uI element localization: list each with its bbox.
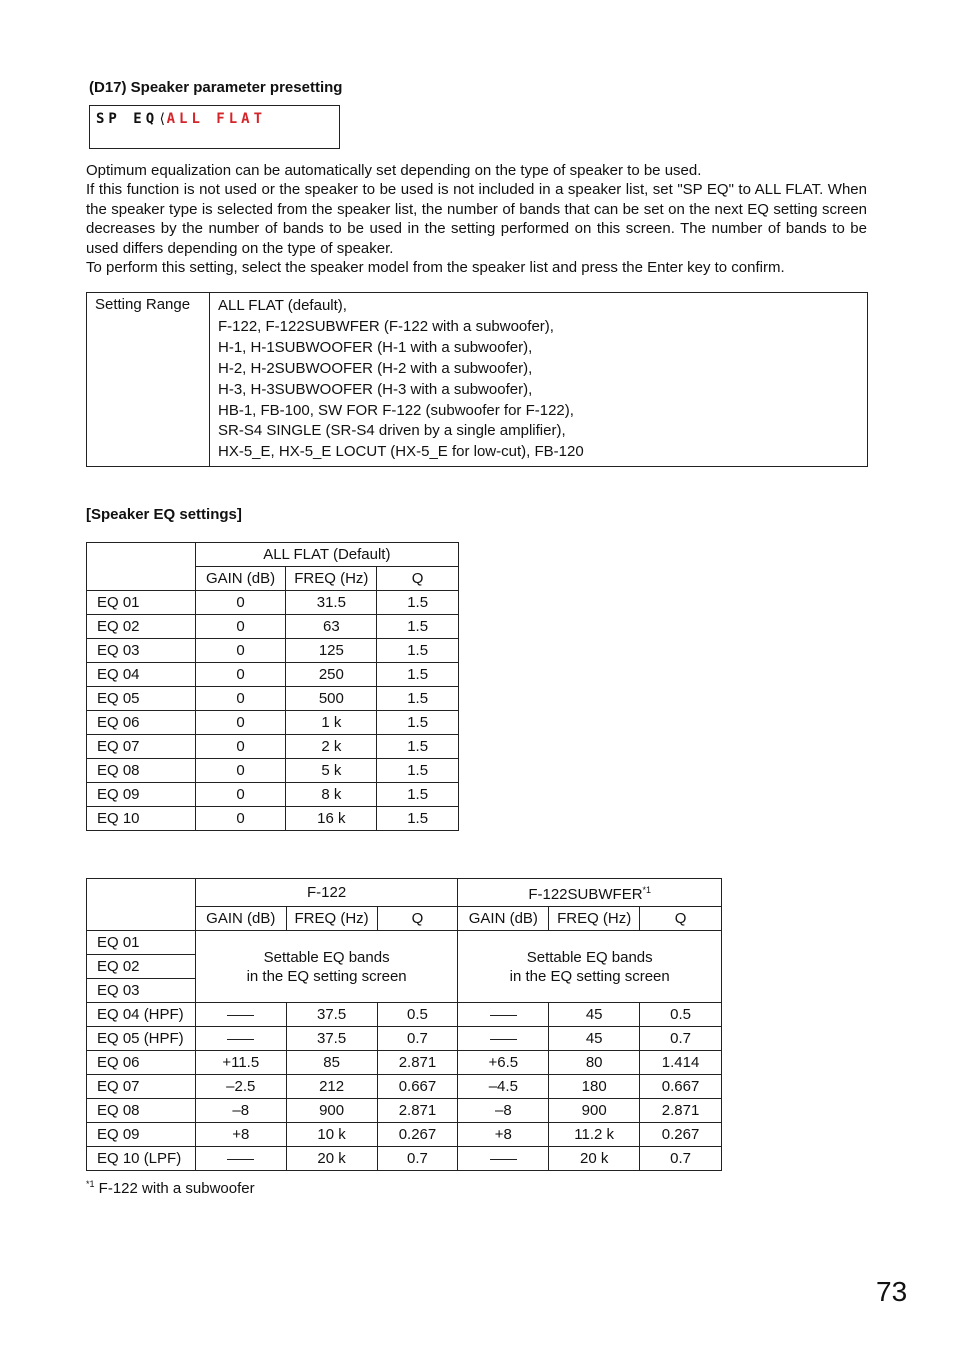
freq-cell: 8 k <box>286 783 377 807</box>
gain-cell: 0 <box>195 759 286 783</box>
dash-mark <box>227 1015 254 1016</box>
freq-cell: 20 k <box>286 1147 377 1171</box>
q-cell: 1.5 <box>377 711 459 735</box>
gain-cell: –4.5 <box>458 1075 549 1099</box>
dash-mark <box>227 1159 254 1160</box>
band-label: EQ 06 <box>87 1051 196 1075</box>
q-cell: 1.5 <box>377 687 459 711</box>
gain-cell: 0 <box>195 591 286 615</box>
dash-mark <box>490 1015 517 1016</box>
freq-cell: 250 <box>286 663 377 687</box>
table-row <box>87 1147 722 1171</box>
table-row <box>87 1075 722 1099</box>
all-flat-eq-table <box>86 542 459 831</box>
q-cell: 0.7 <box>640 1147 722 1171</box>
q-cell: 1.5 <box>377 615 459 639</box>
freq-cell: 500 <box>286 687 377 711</box>
gain-cell: 0 <box>195 687 286 711</box>
q-header: Q <box>377 907 458 931</box>
q-cell: 1.5 <box>377 663 459 687</box>
all-flat-title: ALL FLAT (Default) <box>195 543 458 567</box>
q-header: Q <box>640 907 722 931</box>
q-cell: 2.871 <box>377 1051 458 1075</box>
freq-cell: 20 k <box>549 1147 640 1171</box>
lcd-arrow-icon: ⟨ <box>158 111 167 127</box>
band-label: EQ 06 <box>87 711 196 735</box>
q-cell: 1.5 <box>377 783 459 807</box>
setting-range-line: HB-1, FB-100, SW FOR F-122 (subwoofer for F-122), <box>218 401 574 419</box>
table-row <box>87 1123 722 1147</box>
f122subwfer-title-text: F-122SUBWFER <box>528 886 643 903</box>
settable-line: Settable EQ bands <box>263 948 390 966</box>
gain-cell: 0 <box>195 783 286 807</box>
gain-cell <box>195 1027 286 1051</box>
gain-cell: 0 <box>195 711 286 735</box>
footnote <box>86 1179 255 1197</box>
freq-cell: 10 k <box>286 1123 377 1147</box>
q-cell: 0.267 <box>377 1123 458 1147</box>
lcd-value: ALL FLAT <box>166 111 267 127</box>
band-label: EQ 09 <box>87 1123 196 1147</box>
intro-text <box>86 161 867 277</box>
q-header: Q <box>377 567 459 591</box>
lcd-display <box>89 105 340 149</box>
gain-cell <box>195 1003 286 1027</box>
setting-range-table <box>86 292 868 467</box>
settable-bands-note <box>195 931 458 1003</box>
q-cell: 1.5 <box>377 639 459 663</box>
footnote-text: F-122 with a subwoofer <box>94 1180 255 1197</box>
table-row <box>87 1099 722 1123</box>
table-row <box>87 591 459 615</box>
freq-cell: 900 <box>549 1099 640 1123</box>
gain-cell: 0 <box>195 807 286 831</box>
settable-line: Settable EQ bands <box>526 948 653 966</box>
table-row <box>87 759 459 783</box>
table-row <box>87 735 459 759</box>
freq-cell: 212 <box>286 1075 377 1099</box>
setting-range-label: Setting Range <box>87 293 210 467</box>
lcd-prefix: SP EQ <box>96 111 159 127</box>
freq-cell: 5 k <box>286 759 377 783</box>
setting-range-line: HX-5_E, HX-5_E LOCUT (HX-5_E for low-cut), FB-120 <box>218 443 584 461</box>
gain-cell: 0 <box>195 615 286 639</box>
freq-cell: 16 k <box>286 807 377 831</box>
setting-range-line: F-122, F-122SUBWFER (F-122 with a subwoofer), <box>218 317 554 335</box>
footnote-mark: *1 <box>86 1179 95 1189</box>
gain-header: GAIN (dB) <box>195 907 286 931</box>
dash-mark <box>490 1039 517 1040</box>
table-row <box>87 663 459 687</box>
settable-bands-note <box>458 931 722 1003</box>
gain-cell: –8 <box>458 1099 549 1123</box>
band-label: EQ 01 <box>87 931 196 955</box>
setting-range-values <box>210 293 868 467</box>
table-row <box>87 807 459 831</box>
f122-eq-table <box>86 878 722 1171</box>
gain-cell: –2.5 <box>195 1075 286 1099</box>
band-label: EQ 08 <box>87 1099 196 1123</box>
q-cell: 2.871 <box>640 1099 722 1123</box>
band-label: EQ 10 (LPF) <box>87 1147 196 1171</box>
f122-title: F-122 <box>195 879 458 907</box>
dash-mark <box>490 1159 517 1160</box>
gain-cell: +8 <box>195 1123 286 1147</box>
band-label: EQ 04 (HPF) <box>87 1003 196 1027</box>
q-cell: 0.267 <box>640 1123 722 1147</box>
band-label: EQ 02 <box>87 615 196 639</box>
freq-header: FREQ (Hz) <box>286 907 377 931</box>
freq-cell: 45 <box>549 1027 640 1051</box>
table-row <box>87 1051 722 1075</box>
q-cell: 0.667 <box>377 1075 458 1099</box>
q-cell: 0.5 <box>640 1003 722 1027</box>
intro-paragraph: To perform this setting, select the speaker model from the speaker list and press the Enter key to confirm. <box>86 259 785 277</box>
band-label: EQ 07 <box>87 735 196 759</box>
freq-cell: 180 <box>549 1075 640 1099</box>
q-cell: 0.7 <box>640 1027 722 1051</box>
f122subwfer-title <box>458 879 722 907</box>
freq-cell: 11.2 k <box>549 1123 640 1147</box>
freq-cell: 2 k <box>286 735 377 759</box>
band-label: EQ 04 <box>87 663 196 687</box>
table-row <box>87 783 459 807</box>
freq-cell: 125 <box>286 639 377 663</box>
dash-mark <box>227 1039 254 1040</box>
gain-cell: 0 <box>195 663 286 687</box>
band-label: EQ 08 <box>87 759 196 783</box>
gain-cell <box>458 1027 549 1051</box>
freq-header: FREQ (Hz) <box>286 567 377 591</box>
setting-range-line: H-2, H-2SUBWOOFER (H-2 with a subwoofer), <box>218 359 533 377</box>
freq-cell: 37.5 <box>286 1027 377 1051</box>
table-row <box>87 1003 722 1027</box>
q-cell: 1.5 <box>377 759 459 783</box>
freq-cell: 63 <box>286 615 377 639</box>
table-corner <box>87 879 196 931</box>
q-cell: 1.5 <box>377 591 459 615</box>
speaker-eq-heading: [Speaker EQ settings] <box>86 506 242 523</box>
q-cell: 0.5 <box>377 1003 458 1027</box>
q-cell: 0.7 <box>377 1147 458 1171</box>
table-row <box>87 711 459 735</box>
gain-cell: 0 <box>195 639 286 663</box>
table-row <box>87 615 459 639</box>
setting-range-line: H-3, H-3SUBWOOFER (H-3 with a subwoofer), <box>218 380 533 398</box>
page-number: 73 <box>876 1276 908 1307</box>
gain-cell <box>195 1147 286 1171</box>
freq-cell: 31.5 <box>286 591 377 615</box>
gain-cell <box>458 1003 549 1027</box>
freq-cell: 900 <box>286 1099 377 1123</box>
gain-cell: +6.5 <box>458 1051 549 1075</box>
freq-cell: 85 <box>286 1051 377 1075</box>
table-row <box>87 687 459 711</box>
band-label: EQ 07 <box>87 1075 196 1099</box>
settable-line: in the EQ setting screen <box>246 967 407 985</box>
section-heading: (D17) Speaker parameter presetting <box>89 79 343 96</box>
q-cell: 1.414 <box>640 1051 722 1075</box>
table-corner <box>87 543 196 591</box>
gain-cell: –8 <box>195 1099 286 1123</box>
gain-cell: +8 <box>458 1123 549 1147</box>
gain-cell: +11.5 <box>195 1051 286 1075</box>
band-label: EQ 03 <box>87 979 196 1003</box>
band-label: EQ 01 <box>87 591 196 615</box>
q-cell: 1.5 <box>377 735 459 759</box>
setting-range-line: H-1, H-1SUBWOOFER (H-1 with a subwoofer), <box>218 338 533 356</box>
footnote-mark: *1 <box>642 885 652 895</box>
q-cell: 1.5 <box>377 807 459 831</box>
setting-range-line: ALL FLAT (default), <box>218 297 347 314</box>
intro-paragraph: If this function is not used or the speaker to be used is not included in a speaker list, set "SP EQ" to ALL FLAT. When the speaker type is selected from the speaker list, the number of bands that can be set on the next EQ setting screen decreases by the number of bands to be used in the setting performed on this screen. The number of bands to be used differs depending on the type of speaker. <box>86 181 867 257</box>
q-cell: 0.7 <box>377 1027 458 1051</box>
gain-header: GAIN (dB) <box>195 567 286 591</box>
intro-paragraph: Optimum equalization can be automatically set depending on the type of speaker to be used. <box>86 162 702 179</box>
band-label: EQ 03 <box>87 639 196 663</box>
band-label: EQ 09 <box>87 783 196 807</box>
table-row <box>87 639 459 663</box>
band-label: EQ 05 <box>87 687 196 711</box>
q-cell: 0.667 <box>640 1075 722 1099</box>
freq-cell: 1 k <box>286 711 377 735</box>
band-label: EQ 10 <box>87 807 196 831</box>
freq-cell: 37.5 <box>286 1003 377 1027</box>
band-label: EQ 05 (HPF) <box>87 1027 196 1051</box>
freq-cell: 80 <box>549 1051 640 1075</box>
freq-header: FREQ (Hz) <box>549 907 640 931</box>
freq-cell: 45 <box>549 1003 640 1027</box>
gain-cell: 0 <box>195 735 286 759</box>
gain-header: GAIN (dB) <box>458 907 549 931</box>
setting-range-line: SR-S4 SINGLE (SR-S4 driven by a single amplifier), <box>218 422 566 440</box>
settable-line: in the EQ setting screen <box>509 967 670 985</box>
q-cell: 2.871 <box>377 1099 458 1123</box>
band-label: EQ 02 <box>87 955 196 979</box>
table-row <box>87 1027 722 1051</box>
gain-cell <box>458 1147 549 1171</box>
